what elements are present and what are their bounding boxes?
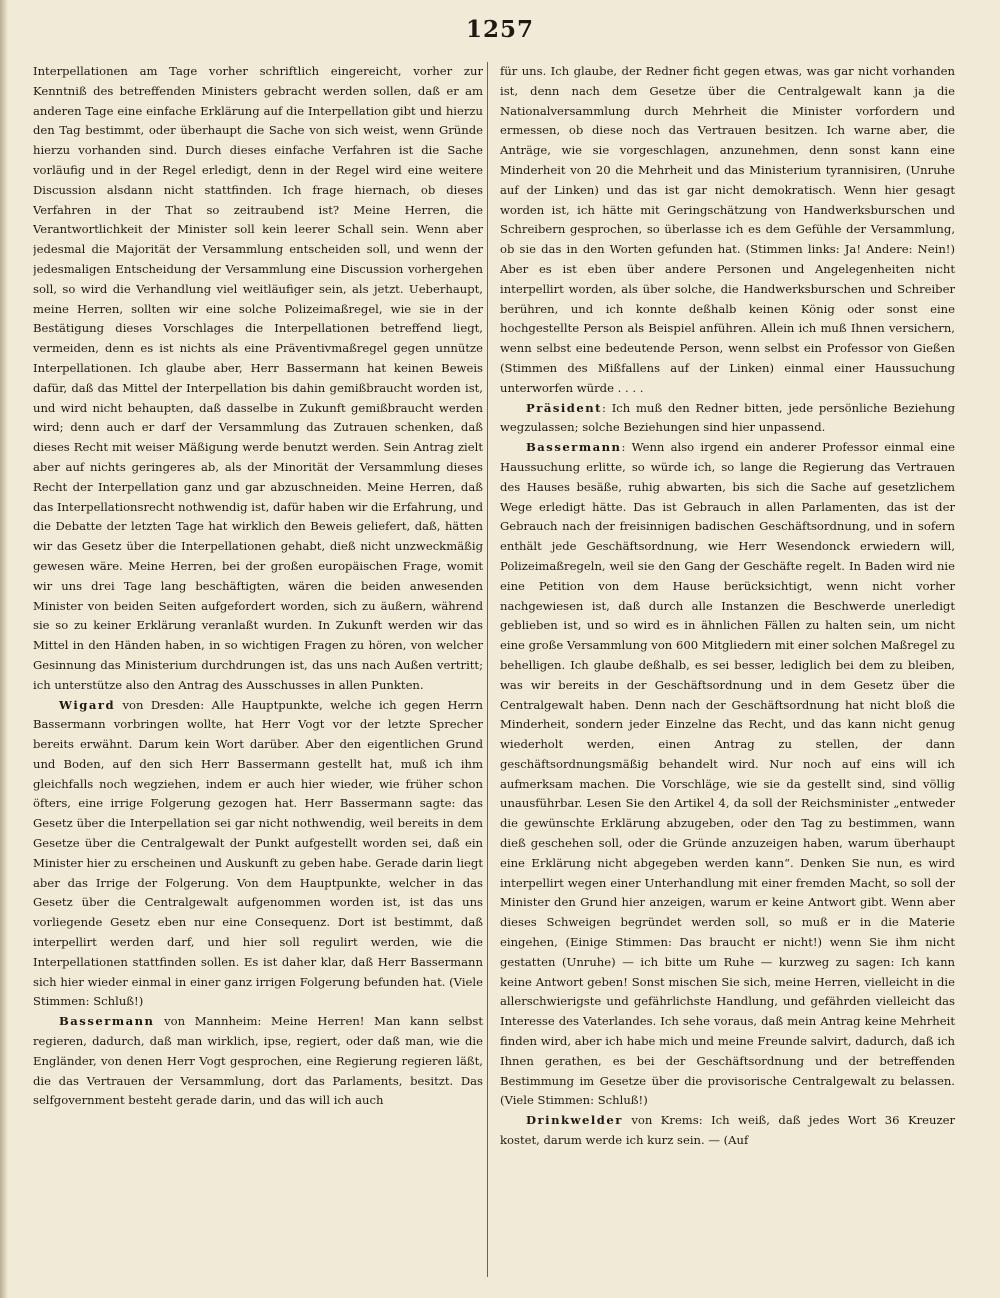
- page-number: 1257: [465, 16, 534, 43]
- paragraph-text: : Ich muß den Redner bitten, jede persönliche Beziehung wegzulassen; solche Beziehungen sind hier unpassend.: [500, 400, 955, 435]
- paragraph-text: von Krems: Ich weiß, daß jedes Wort 36 Kreuzer kostet, darum werde ich kurz sein. — (Auf: [500, 1113, 955, 1148]
- speaker-name: Präsident: [526, 400, 603, 415]
- speaker-name: Bassermann: [59, 1014, 155, 1029]
- paragraph: [500, 438, 955, 1111]
- left-column: [33, 62, 483, 1277]
- paragraph-text: von Dresden: Alle Hauptpunkte, welche ich gegen Herrn Bassermann vorbringen wollte, hat Herr Vogt vor der letzte Sprecher bereits erwähnt. Darum kein Wort darüber. Aber den eigentlichen Grund und Boden, auf den sich Herr Bassermann gestellt hat, muß ich ihm gleichfalls noch wegziehen, indem er auch hier wieder, wie früher schon öfters, eine irrige Folgerung gezogen hat. Herr Bassermann sagte: das Gesetz über die Interpellation sei gar nicht nothwendig, weil bereits in dem Gesetze über die Centralgewalt der Punkt aufgestellt worden sei, daß ein Minister hier zu erscheinen und Auskunft zu geben habe. Gerade darin liegt aber das Irrige der Folgerung. Von dem Hauptpunkte, welcher in das Gesetz über die Centralgewalt aufgenommen worden ist, ist das uns vorliegende Gesetz eben nur eine Consequenz. Dort ist bestimmt, daß interpellirt werden darf, und hier soll regulirt werden, wie die Interpellationen stattfinden sollen. Es ist daher klar, daß Herr Bassermann sich hier wieder einmal in einer ganz irrigen Folgerung befunden hat. (Viele Stimmen: Schluß!): [33, 697, 483, 1009]
- speaker-name: Wigard: [59, 697, 116, 712]
- paragraph: [33, 696, 483, 1013]
- paragraph: [33, 62, 483, 696]
- speaker-name: Bassermann: [526, 440, 622, 455]
- paragraph: [500, 1111, 955, 1151]
- paragraph-text: von Mannheim: Meine Herren! Man kann selbst regieren, dadurch, daß man wirklich, ipse, regiert, oder daß man, wie die Engländer, von denen Herr Vogt gesprochen, eine Regierung regieren läßt, die das Vertrauen der Versammlung, dort das Parlaments, besitzt. Das selfgovernment besteht gerade darin, und das will ich auch: [33, 1014, 483, 1108]
- paragraph: [500, 399, 955, 439]
- paragraph-text: für uns. Ich glaube, der Redner ficht gegen etwas, was gar nicht vorhanden ist, denn nach dem Gesetze über die Centralgewalt kann ja die Nationalversammlung durch Mehrheit die Minister vorfordern und ermessen, ob diese noch das Vertrauen besitzen. Ich warne aber, die Anträge, wie sie vorgeschlagen, anzunehmen, denn sonst kann eine Minderheit von 20 die Mehrheit und das Ministerium tyrannisiren, (Unruhe auf der Linken) und das ist gar nicht demokratisch. Wenn hier gesagt worden ist, ich hätte mit Geringschätzung von Handwerksburschen und Schreibern gesprochen, so überlasse ich es dem Gefühle der Versammlung, ob sie das in den Worten gefunden hat. (Stimmen links: Ja! Andere: Nein!) Aber es ist eben über andere Personen und Angelegenheiten nicht interpellirt worden, als über solche, die Handwerksburschen und Schreiber berühren, und ich konnte deßhalb keinen König oder sonst eine hochgestellte Person als Beispiel anführen. Allein ich muß Ihnen versichern, wenn selbst eine bedeutende Person, wenn selbst ein Professor von Gießen (Stimmen des Mißfallens auf der Linken) einmal einer Haussuchung unterworfen würde . . . .: [500, 64, 955, 395]
- paragraph: [500, 62, 955, 399]
- paragraph-text: Interpellationen am Tage vorher schriftlich eingereicht, vorher zur Kenntniß des betreffenden Ministers gebracht werden sollen, daß er am anderen Tage eine einfache Erklärung auf die Interpellation gibt und hierzu den Tag bestimmt, oder überhaupt die Sache von sich weist, wenn Gründe hierzu vorhanden sind. Durch dieses einfache Verfahren ist die Sache vorläufig und in der Regel erledigt, denn in der Regel wird eine weitere Discussion alsdann nicht stattfinden. Ich frage hiernach, ob dieses Verfahren in der That so zeitraubend ist? Meine Herren, die Verantwortlichkeit der Minister soll kein leerer Schall sein. Wenn aber jedesmal die Majorität der Versammlung entscheiden soll, und wenn der jedesmaligen Entscheidung der Versammlung eine Discussion vorhergehen soll, so wird die Verhandlung viel weitläufiger sein, als jetzt. Ueberhaupt, meine Herren, sollten wir eine solche Polizeimaßregel, wie sie in der Bestätigung dieses Vorschlages die Interpellationen betreffend liegt, vermeiden, denn es ist nichts als eine Präventivmaßregel gegen unnütze Interpellationen. Ich glaube aber, Herr Bassermann hat keinen Beweis dafür, daß das Mittel der Interpellation bis dahin gemißbraucht worden ist, und wird nicht behaupten, daß dasselbe in Zukunft gemißbraucht werden wird; denn auch er darf der Versammlung das Zutrauen schenken, daß dieses Recht mit weiser Mäßigung werde benutzt werden. Sein Antrag zielt aber auf nichts geringeres ab, als der Minorität der Versammlung dieses Recht der Interpellation ganz und gar abzuschneiden. Meine Herren, daß das Interpellationsrecht nothwendig ist, dafür haben wir die Erfahrung, und die Debatte der letzten Tage hat wirklich den Beweis geliefert, daß, hätten wir das Gesetz über die Interpellationen gehabt, dieß nicht unzweckmäßig gewesen wäre. Meine Herren, bei der großen europäischen Frage, womit wir uns drei Tage lang beschäftigten, wären die beiden anwesenden Minister von beiden Seiten aufgefordert worden, sich zu äußern, während sie so zu keiner Erklärung veranlaßt wurden. In Zukunft werden wir das Mittel in den Händen haben, in so wichtigen Fragen zu hören, von welcher Gesinnung das Ministerium durchdrungen ist, das uns nach Außen vertritt; ich unterstütze also den Antrag des Ausschusses in allen Punkten.: [33, 64, 483, 692]
- right-column: [500, 62, 955, 1277]
- paragraph: [33, 1012, 483, 1111]
- speaker-name: Drinkwelder: [526, 1113, 623, 1128]
- paragraph-text: : Wenn also irgend ein anderer Professor einmal eine Haussuchung erlitte, so würde ich, so lange die Regierung das Vertrauen des Hauses besäße, ruhig abwarten, bis sich die Sache auf gesetzlichem Wege erledigt hätte. Das ist Gebrauch in allen Parlamenten, das ist der Gebrauch nach der freisinnigen badischen Geschäftsordnung, und in sofern enthält jede Geschäftsordnung, wie Herr Wesendonck erwiedern will, Polizeimaßregeln, weil sie den Gang der Geschäfte regelt. In Baden wird nie eine Petition von dem Hause berücksichtigt, wenn nicht vorher nachgewiesen ist, daß durch alle Instanzen die Beschwerde unerledigt geblieben ist, und so wird es in ähnlichen Fällen zu halten sein, um nicht eine große Versammlung von 600 Mitgliedern mit einer solchen Maßregel zu behelligen. Ich glaube deßhalb, es sei besser, lediglich bei dem zu bleiben, was wir bereits in der Geschäftsordnung und in dem Gesetz über die Centralgewalt haben. Denn nach der Geschäftsordnung hat nicht bloß die Minderheit, sondern jeder Einzelne das Recht, und das kann nicht genug wiederholt werden, einen Antrag zu stellen, der dann geschäftsordnungsmäßig behandelt wird. Nur noch auf eins will ich aufmerksam machen. Die Vorschläge, wie sie da gestellt sind, sind völlig unausführbar. Lesen Sie den Artikel 4, da soll der Reichsminister „entweder die gewünschte Erklärung abzugeben, oder den Tag zu bestimmen, wann dieß geschehen soll, oder die Gründe anzuzeigen haben, warum überhaupt eine Erklärung nicht abgegeben werden kann“. Denken Sie nun, es wird interpellirt wegen einer Unterhandlung mit einer fremden Macht, so soll der Minister den Grund hier anzeigen, warum er keine Antwort gibt. Wenn aber dieses Schweigen begründet werden soll, so muß er in die Materie eingehen, (Einige Stimmen: Das braucht er nicht!) wenn Sie ihm nicht gestatten (Unruhe) — ich bitte um Ruhe — kurzweg zu sagen: Ich kann keine Antwort geben! Sonst mischen Sie sich, meine Herren, vielleicht in die allerschwierigste und gefährlichste Handlung, und gefährden vielleicht das Interesse des Vaterlandes. Ich sehe voraus, daß mein Antrag keine Mehrheit finden wird, aber ich habe mich und meine Freunde salvirt, dadurch, daß ich Ihnen gerathen, es bei der Geschäftsordnung und der betreffenden Bestimmung im Gesetze über die provisorische Centralgewalt zu belassen. (Viele Stimmen: Schluß!): [500, 440, 955, 1108]
- page-edge-shadow: [0, 0, 8, 1298]
- column-divider: [487, 62, 488, 1277]
